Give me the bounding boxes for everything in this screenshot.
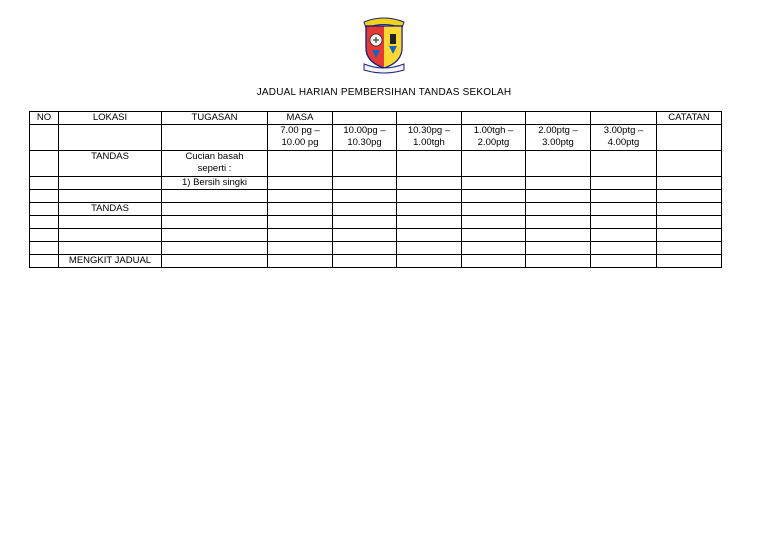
table-cell [462, 216, 526, 229]
table-cell [333, 229, 397, 242]
table-header-row [30, 112, 722, 125]
time-slot-6 [591, 125, 657, 151]
table-cell [162, 203, 268, 216]
table-cell [30, 229, 59, 242]
table-cell [657, 203, 722, 216]
table-cell [59, 242, 162, 255]
table-cell [397, 203, 462, 216]
table-cell [397, 151, 462, 177]
table-cell [657, 177, 722, 190]
table-cell [591, 177, 657, 190]
table-cell [462, 151, 526, 177]
table-cell [397, 242, 462, 255]
table-cell [462, 229, 526, 242]
location-tandas-2: TANDAS [59, 203, 162, 216]
time-slot-4 [462, 125, 526, 151]
table-cell [333, 177, 397, 190]
table-cell [333, 112, 397, 125]
table-cell [59, 177, 162, 190]
table-cell [30, 190, 59, 203]
time-slot-2-end: 10.30pg [347, 137, 382, 148]
time-slot-5 [526, 125, 591, 151]
table-cell [591, 112, 657, 125]
table-cell [657, 255, 722, 268]
table-cell [268, 229, 333, 242]
task-line-1: Cucian basah [185, 151, 244, 162]
table-cell [462, 112, 526, 125]
table-cell [657, 190, 722, 203]
table-cell [397, 229, 462, 242]
header-no: NO [30, 112, 59, 125]
table-cell [397, 190, 462, 203]
time-slot-5-end: 3.00ptg [542, 137, 574, 148]
table-cell [162, 255, 268, 268]
table-cell [657, 229, 722, 242]
time-slot-6-start: 3.00ptg – [603, 125, 644, 136]
cleaning-schedule-table [29, 111, 722, 268]
table-cell [591, 229, 657, 242]
table-cell [462, 255, 526, 268]
table-cell [397, 177, 462, 190]
table-cell [526, 242, 591, 255]
time-slot-1-start: 7.00 pg – [280, 125, 320, 136]
table-cell [333, 242, 397, 255]
table-cell [30, 203, 59, 216]
header-catatan: CATATAN [657, 112, 722, 125]
table-cell [268, 203, 333, 216]
table-cell [591, 151, 657, 177]
table-row [30, 242, 722, 255]
header-masa: MASA [268, 112, 333, 125]
table-cell [397, 255, 462, 268]
table-cell [30, 255, 59, 268]
table-row [30, 255, 722, 268]
table-cell [333, 255, 397, 268]
table-cell [333, 151, 397, 177]
table-cell [30, 242, 59, 255]
table-cell [526, 151, 591, 177]
time-slot-3 [397, 125, 462, 151]
table-cell [268, 242, 333, 255]
table-cell [333, 190, 397, 203]
table-cell [397, 112, 462, 125]
table-cell [268, 151, 333, 177]
table-cell [526, 229, 591, 242]
table-cell [657, 242, 722, 255]
header-lokasi: LOKASI [59, 112, 162, 125]
table-cell [462, 177, 526, 190]
time-slot-3-end: 1.00tgh [413, 137, 445, 148]
table-row [30, 203, 722, 216]
task-line-2: seperti : [197, 163, 232, 174]
table-cell [268, 190, 333, 203]
table-cell [162, 242, 268, 255]
time-slot-1-end: 10.00 pg [281, 137, 319, 148]
time-slot-5-start: 2.00ptg – [538, 125, 578, 136]
task-item-1: 1) Bersih singki [162, 177, 268, 190]
table-cell [462, 203, 526, 216]
table-cell [526, 203, 591, 216]
table-cell [526, 255, 591, 268]
task-description [162, 151, 268, 177]
table-cell [526, 177, 591, 190]
table-cell [59, 190, 162, 203]
table-cell [526, 112, 591, 125]
table-cell [591, 242, 657, 255]
table-row [30, 177, 722, 190]
document-title: JADUAL HARIAN PEMBERSIHAN TANDAS SEKOLAH [256, 87, 512, 98]
mengkit-jadual-label: MENGKIT JADUAL [59, 255, 162, 268]
table-row [30, 151, 722, 177]
header-tugasan: TUGASAN [162, 112, 268, 125]
table-cell [162, 216, 268, 229]
table-cell [657, 151, 722, 177]
table-cell [591, 216, 657, 229]
time-slot-3-start: 10.30pg – [407, 125, 451, 136]
table-cell [591, 190, 657, 203]
time-slot-2-start: 10.00pg – [343, 125, 386, 136]
table-row [30, 229, 722, 242]
table-cell [162, 190, 268, 203]
table-cell [59, 229, 162, 242]
table-cell [462, 242, 526, 255]
table-cell [59, 125, 162, 151]
table-row [30, 190, 722, 203]
table-cell [657, 216, 722, 229]
time-slot-2 [333, 125, 397, 151]
table-cell [162, 229, 268, 242]
table-cell [268, 255, 333, 268]
table-cell [30, 151, 59, 177]
time-slot-4-start: 1.00tgh – [473, 125, 514, 136]
table-cell [59, 216, 162, 229]
table-cell [462, 190, 526, 203]
table-cell [268, 177, 333, 190]
location-tandas-1: TANDAS [59, 151, 162, 177]
table-cell [526, 190, 591, 203]
table-cell [30, 177, 59, 190]
time-slot-row [30, 125, 722, 151]
table-cell [30, 216, 59, 229]
school-crest-logo [360, 14, 408, 76]
table-cell [657, 125, 722, 151]
table-cell [333, 216, 397, 229]
table-cell [591, 255, 657, 268]
table-cell [162, 125, 268, 151]
table-cell [591, 203, 657, 216]
table-cell [30, 125, 59, 151]
time-slot-4-end: 2.00ptg [477, 137, 510, 148]
table-cell [268, 216, 333, 229]
time-slot-6-end: 4.00ptg [607, 137, 640, 148]
table-cell [333, 203, 397, 216]
table-row [30, 216, 722, 229]
time-slot-1 [268, 125, 333, 151]
table-cell [397, 216, 462, 229]
table-cell [526, 216, 591, 229]
